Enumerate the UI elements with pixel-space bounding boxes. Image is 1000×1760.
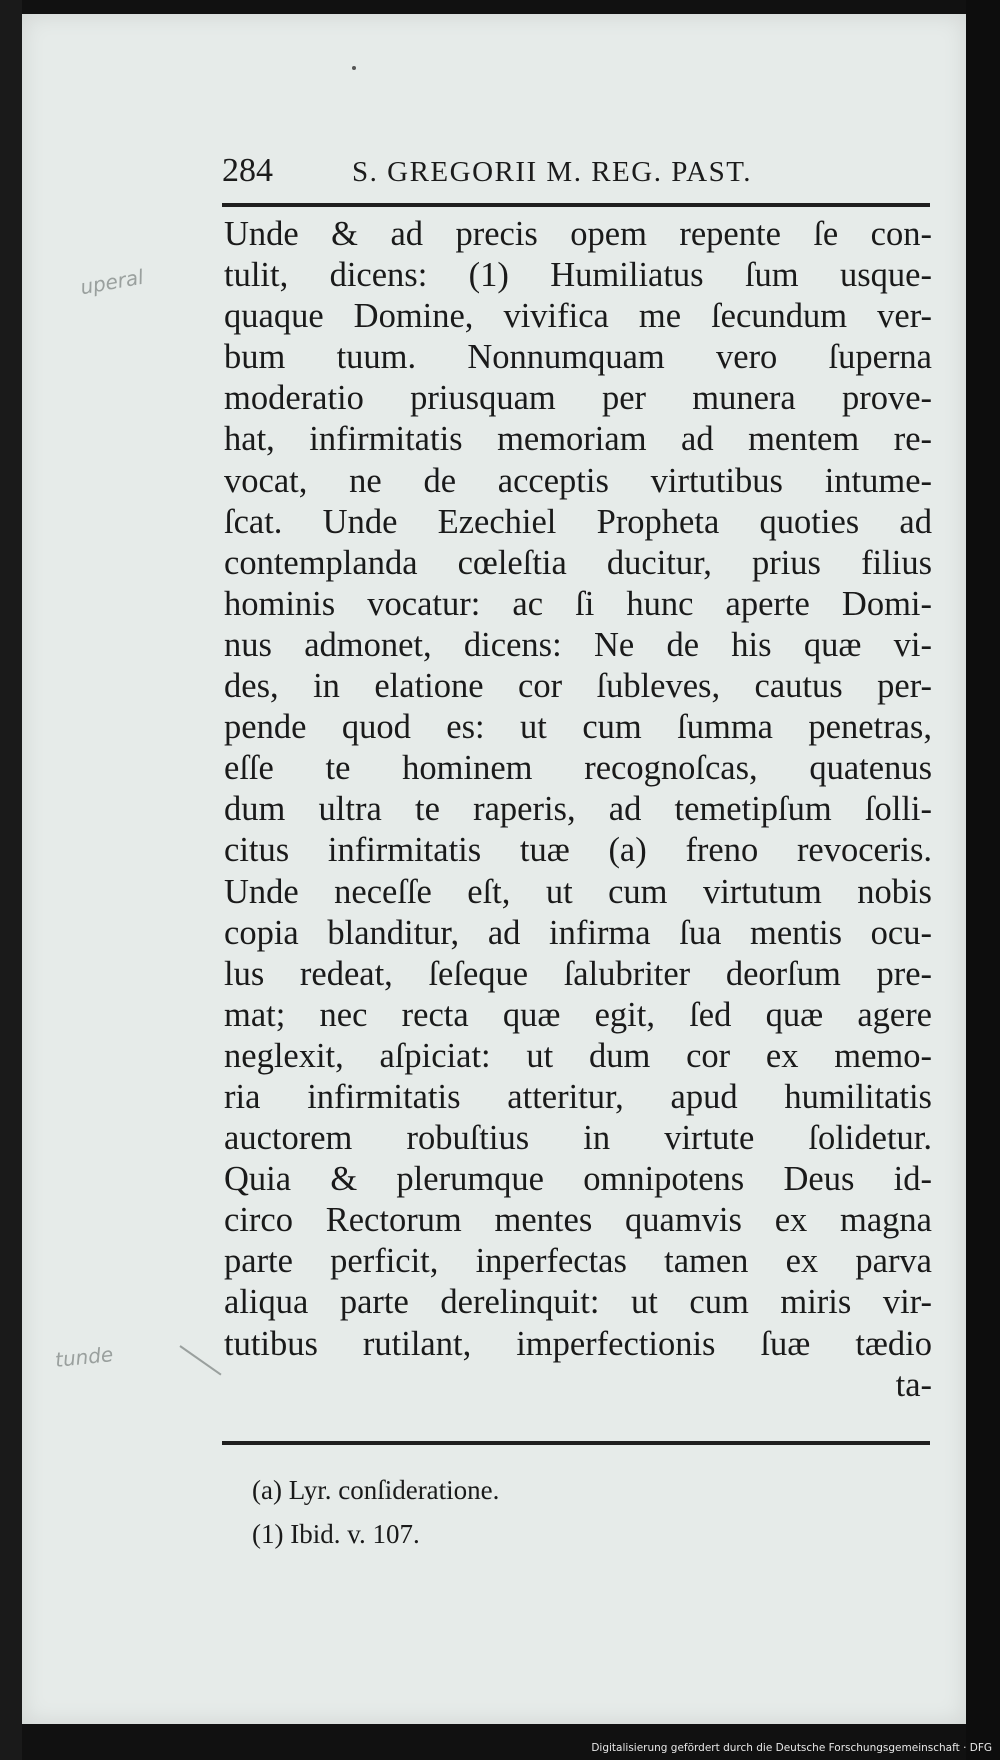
text-line: citus infirmitatis tuæ (a) freno revoceris.: [224, 831, 932, 870]
text-line: parte perficit, inperfectas tamen ex parva: [224, 1242, 932, 1281]
text-line: moderatio priusquam per munera prove-: [224, 379, 932, 418]
footnote: (a) Lyr. conſideratione.: [252, 1475, 500, 1505]
page-number: 284: [222, 152, 273, 189]
text-line: eſſe te hominem recognoſcas, quatenus: [224, 749, 932, 788]
scan-edge-left: [0, 0, 22, 1760]
text-line: nus admonet, dicens: Ne de his quæ vi-: [224, 625, 932, 664]
text-line: Unde neceſſe eſt, ut cum virtutum nobis: [224, 872, 932, 911]
text-line: vocat, ne de acceptis virtutibus intume-: [224, 461, 932, 500]
text-line: auctorem robuſtius in virtute ſolidetur.: [224, 1119, 932, 1158]
text-line: aliqua parte derelinquit: ut cum miris vir-: [224, 1283, 932, 1322]
digitization-credit: Digitalisierung gefördert durch die Deutsche Forschungsgemeinschaft · DFG: [591, 1742, 992, 1754]
text-line: quaque Domine, vivifica me ſecundum ver-: [224, 297, 932, 336]
text-line: Quia & plerumque omnipotens Deus id-: [224, 1160, 932, 1199]
footnotes: [252, 1468, 852, 1556]
text-line: hat, infirmitatis memoriam ad mentem re-: [224, 420, 932, 459]
header-rule: [222, 203, 930, 207]
text-line: tulit, dicens: (1) Humiliatus ſum usque-: [224, 256, 932, 295]
footnote: (1) Ibid. v. 107.: [252, 1519, 420, 1549]
marginal-note-upper: uperal: [78, 264, 146, 300]
ink-speck: [352, 66, 356, 70]
text-line: pende quod es: ut cum ſumma penetras,: [224, 708, 932, 747]
text-line: dum ultra te raperis, ad temetipſum ſolli-: [224, 790, 932, 829]
page-header: [222, 152, 922, 192]
text-line: circo Rectorum mentes quamvis ex magna: [224, 1201, 932, 1240]
running-title: S. GREGORII M. REG. PAST.: [352, 156, 753, 188]
text-line: copia blanditur, ad infirma ſua mentis ocu-: [224, 913, 932, 952]
text-line: neglexit, aſpiciat: ut dum cor ex memo-: [224, 1036, 932, 1075]
text-line: ſcat. Unde Ezechiel Propheta quoties ad: [224, 502, 932, 541]
text-line: hominis vocatur: ac ſi hunc aperte Domi-: [224, 584, 932, 623]
scan-edge-right: [966, 0, 1000, 1760]
catchword: ta-: [895, 1365, 932, 1404]
text-line: ria infirmitatis atteritur, apud humilitatis: [224, 1077, 932, 1116]
text-line: contemplanda cœleſtia ducitur, prius filius: [224, 543, 932, 582]
text-line: lus redeat, ſeſeque ſalubriter deorſum pre-: [224, 954, 932, 993]
text-line: tutibus rutilant, imperfectionis ſuæ tædio: [224, 1324, 932, 1363]
footnote-rule: [222, 1441, 930, 1445]
body-text: [224, 214, 932, 1406]
marginal-note-lower: tunde: [53, 1342, 115, 1372]
text-line: des, in elatione cor ſubleves, cautus per-: [224, 667, 932, 706]
text-line: bum tuum. Nonnumquam vero ſuperna: [224, 338, 932, 377]
text-line: mat; nec recta quæ egit, ſed quæ agere: [224, 995, 932, 1034]
text-line: Unde & ad precis opem repente ſe con-: [224, 215, 932, 253]
